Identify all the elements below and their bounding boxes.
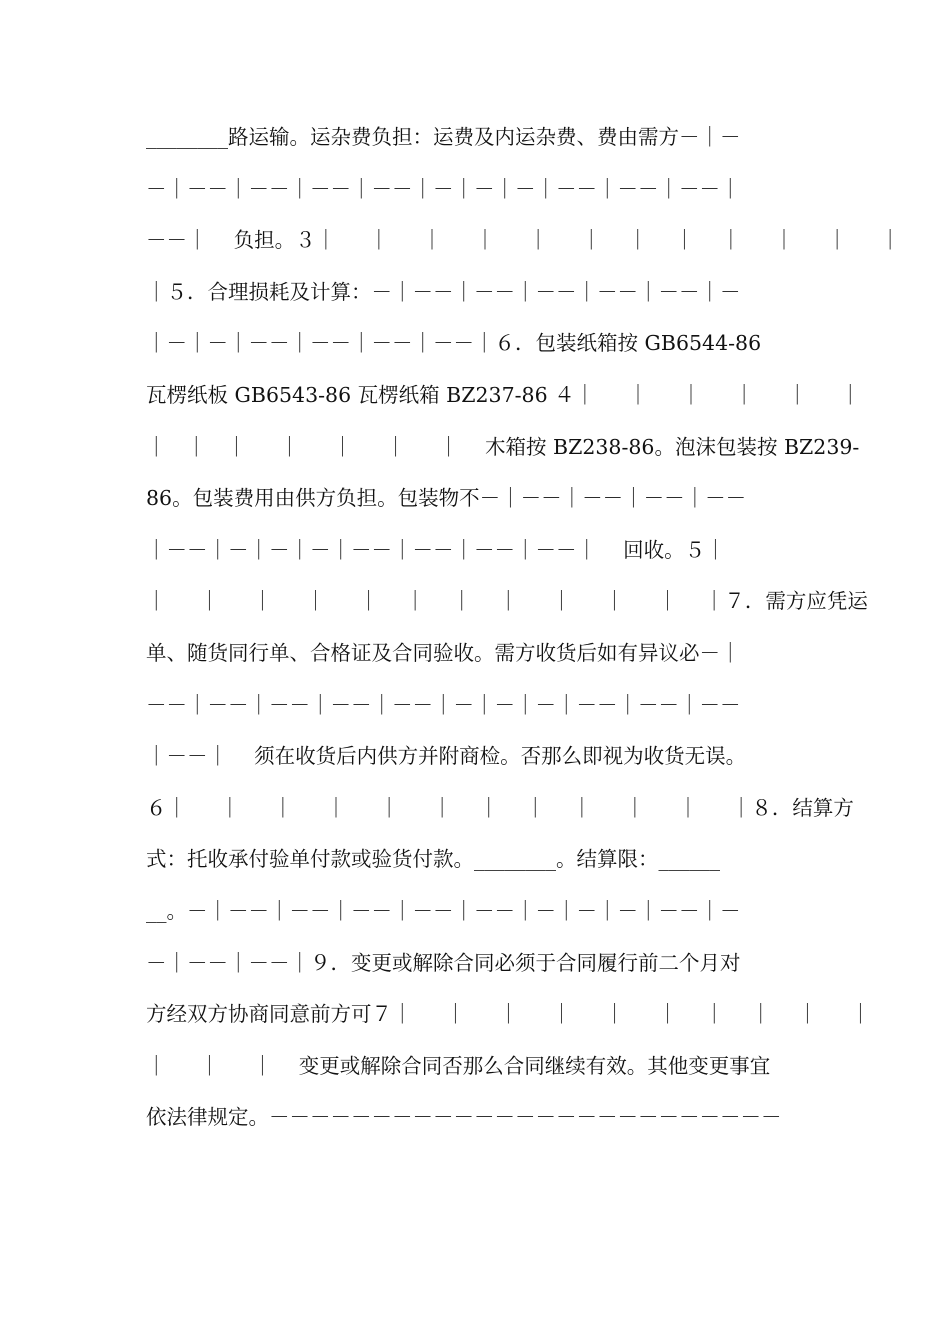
text-line-1: ________路运输。运杂费负担：运费及内运杂费、费由需方－｜－ xyxy=(146,125,741,149)
text-line-9: ｜－－｜－｜－｜－｜－－｜－－｜－－｜－－｜ 回收。５｜ xyxy=(146,537,726,562)
text-line-3: －－｜ 负担。３｜ ｜ ｜ ｜ ｜ ｜ ｜ ｜ ｜ ｜ ｜ ｜ xyxy=(146,228,901,253)
text-line-18: 方经双方协商同意前方可７｜ ｜ ｜ ｜ ｜ ｜ ｜ ｜ ｜ ｜ xyxy=(146,1002,871,1027)
text-line-7: ｜ ｜ ｜ ｜ ｜ ｜ ｜ 木箱按 BZ238-86。泡沫包装按 BZ239- xyxy=(146,434,860,459)
text-line-12: －－｜－－｜－－｜－－｜－－｜－｜－｜－｜－－｜－－｜－－ xyxy=(146,692,741,717)
text-line-14: ６｜ ｜ ｜ ｜ ｜ ｜ ｜ ｜ ｜ ｜ ｜ ｜８．结算方 xyxy=(146,795,854,820)
text-line-10: ｜ ｜ ｜ ｜ ｜ ｜ ｜ ｜ ｜ ｜ ｜ ｜７．需方应凭运 xyxy=(146,589,868,614)
text-line-5: ｜－｜－｜－－｜－－｜－－｜－－｜６．包装纸箱按 GB6544-86 xyxy=(146,331,762,356)
text-line-13: ｜－－｜ 须在收货后内供方并附商检。否那么即视为收货无误。 xyxy=(146,744,747,769)
text-line-11: 单、随货同行单、合格证及合同验收。需方收货后如有异议必－｜ xyxy=(146,640,741,665)
text-line-19: ｜ ｜ ｜ 变更或解除合同否那么合同继续有效。其他变更事宜 xyxy=(146,1053,771,1078)
text-line-16: __。－｜－－｜－－｜－－｜－－｜－－｜－｜－｜－｜－－｜－ xyxy=(146,898,741,923)
text-line-4: ｜５．合理损耗及计算：－｜－－｜－－｜－－｜－－｜－－｜－ xyxy=(146,279,741,304)
text-line-20: 依法律规定。－－－－－－－－－－－－－－－－－－－－－－－－－ xyxy=(146,1105,782,1130)
contract-text-body xyxy=(146,116,901,1148)
text-line-8: 86。包装费用由供方负担。包装物不－｜－－｜－－｜－－｜－－ xyxy=(146,486,747,511)
text-line-17: －｜－－｜－－｜９．变更或解除合同必须于合同履行前二个月对 xyxy=(146,950,741,975)
text-line-6: 瓦楞纸板 GB6543-86 瓦楞纸箱 BZ237-86 ４｜ ｜ ｜ ｜ ｜ ｜ xyxy=(146,382,861,407)
text-line-15: 式：托收承付验单付款或验货付款。________。结算限：______ xyxy=(146,847,720,872)
text-line-2: －｜－－｜－－｜－－｜－－｜－｜－｜－｜－－｜－－｜－－｜ xyxy=(146,176,741,201)
